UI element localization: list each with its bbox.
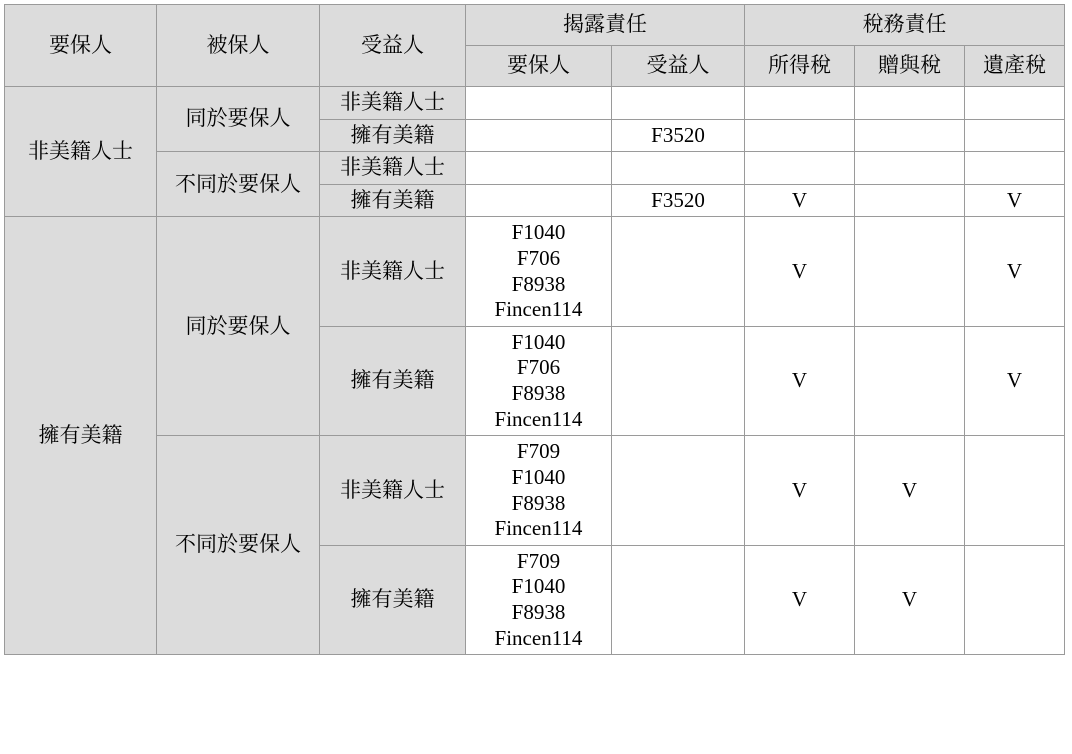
cell-disclosure-policyholder [466, 184, 612, 217]
cell-disclosure-policyholder [466, 87, 612, 120]
form-code: Fincen114 [494, 406, 583, 431]
header-disclosure-beneficiary: 受益人 [612, 46, 745, 87]
header-tax-gift: 贈與稅 [855, 46, 965, 87]
cell-disclosure-policyholder-forms [466, 545, 612, 654]
table-header-row-1 [5, 5, 1065, 46]
cell-beneficiary: 非美籍人士 [320, 436, 466, 545]
cell-beneficiary: 擁有美籍 [320, 119, 466, 152]
header-tax-estate: 遺產稅 [965, 46, 1065, 87]
cell-insured: 同於要保人 [157, 87, 320, 152]
cell-disclosure-policyholder [466, 152, 612, 185]
form-code: F1040 [511, 220, 566, 245]
cell-tax-income: V [745, 217, 855, 326]
cell-tax-income: V [745, 545, 855, 654]
form-code: F8938 [511, 599, 566, 624]
cell-policyholder: 擁有美籍 [5, 217, 157, 655]
table-row [5, 152, 1065, 185]
cell-tax-estate: V [965, 184, 1065, 217]
form-code: F706 [516, 355, 561, 380]
cell-tax-gift: V [855, 436, 965, 545]
cell-tax-estate [965, 545, 1065, 654]
form-code: F1040 [511, 574, 566, 599]
header-group-tax: 稅務責任 [745, 5, 1065, 46]
cell-tax-income: V [745, 436, 855, 545]
header-disclosure-policyholder: 要保人 [466, 46, 612, 87]
cell-tax-gift [855, 217, 965, 326]
cell-beneficiary: 擁有美籍 [320, 184, 466, 217]
table-body [5, 87, 1065, 655]
form-code: Fincen114 [494, 297, 583, 322]
cell-disclosure-beneficiary: F3520 [612, 119, 745, 152]
cell-tax-gift [855, 87, 965, 120]
table-header [5, 5, 1065, 87]
form-code: Fincen114 [494, 516, 583, 541]
form-code: F1040 [511, 329, 566, 354]
cell-beneficiary: 擁有美籍 [320, 326, 466, 435]
cell-tax-estate [965, 87, 1065, 120]
cell-tax-estate [965, 119, 1065, 152]
cell-tax-estate [965, 152, 1065, 185]
tax-responsibility-table [4, 4, 1065, 655]
table-row [5, 217, 1065, 326]
form-code: F8938 [511, 490, 566, 515]
cell-disclosure-beneficiary [612, 545, 745, 654]
cell-tax-gift [855, 152, 965, 185]
cell-disclosure-beneficiary [612, 436, 745, 545]
cell-tax-income: V [745, 326, 855, 435]
header-beneficiary: 受益人 [320, 5, 466, 87]
form-code: Fincen114 [494, 625, 583, 650]
cell-beneficiary: 擁有美籍 [320, 545, 466, 654]
cell-disclosure-policyholder-forms [466, 326, 612, 435]
cell-tax-gift [855, 326, 965, 435]
form-code: F709 [516, 439, 561, 464]
header-insured: 被保人 [157, 5, 320, 87]
form-code: F709 [516, 548, 561, 573]
cell-tax-estate: V [965, 217, 1065, 326]
cell-disclosure-policyholder-forms [466, 436, 612, 545]
cell-beneficiary: 非美籍人士 [320, 217, 466, 326]
cell-tax-income [745, 87, 855, 120]
cell-disclosure-beneficiary [612, 87, 745, 120]
cell-insured: 不同於要保人 [157, 152, 320, 217]
cell-tax-gift: V [855, 545, 965, 654]
table-row [5, 87, 1065, 120]
cell-tax-income [745, 152, 855, 185]
cell-policyholder: 非美籍人士 [5, 87, 157, 217]
cell-tax-gift [855, 184, 965, 217]
table-row [5, 436, 1065, 545]
cell-disclosure-policyholder-forms [466, 217, 612, 326]
cell-beneficiary: 非美籍人士 [320, 152, 466, 185]
header-group-disclosure: 揭露責任 [466, 5, 745, 46]
cell-disclosure-policyholder [466, 119, 612, 152]
cell-tax-gift [855, 119, 965, 152]
cell-tax-estate: V [965, 326, 1065, 435]
form-code: F1040 [511, 464, 566, 489]
cell-disclosure-beneficiary [612, 217, 745, 326]
cell-tax-estate [965, 436, 1065, 545]
cell-disclosure-beneficiary [612, 326, 745, 435]
cell-disclosure-beneficiary [612, 152, 745, 185]
cell-beneficiary: 非美籍人士 [320, 87, 466, 120]
cell-tax-income [745, 119, 855, 152]
form-code: F706 [516, 246, 561, 271]
cell-insured: 不同於要保人 [157, 436, 320, 655]
form-code: F8938 [511, 381, 566, 406]
cell-insured: 同於要保人 [157, 217, 320, 436]
form-code: F8938 [511, 271, 566, 296]
header-policyholder: 要保人 [5, 5, 157, 87]
cell-tax-income: V [745, 184, 855, 217]
cell-disclosure-beneficiary: F3520 [612, 184, 745, 217]
header-tax-income: 所得稅 [745, 46, 855, 87]
